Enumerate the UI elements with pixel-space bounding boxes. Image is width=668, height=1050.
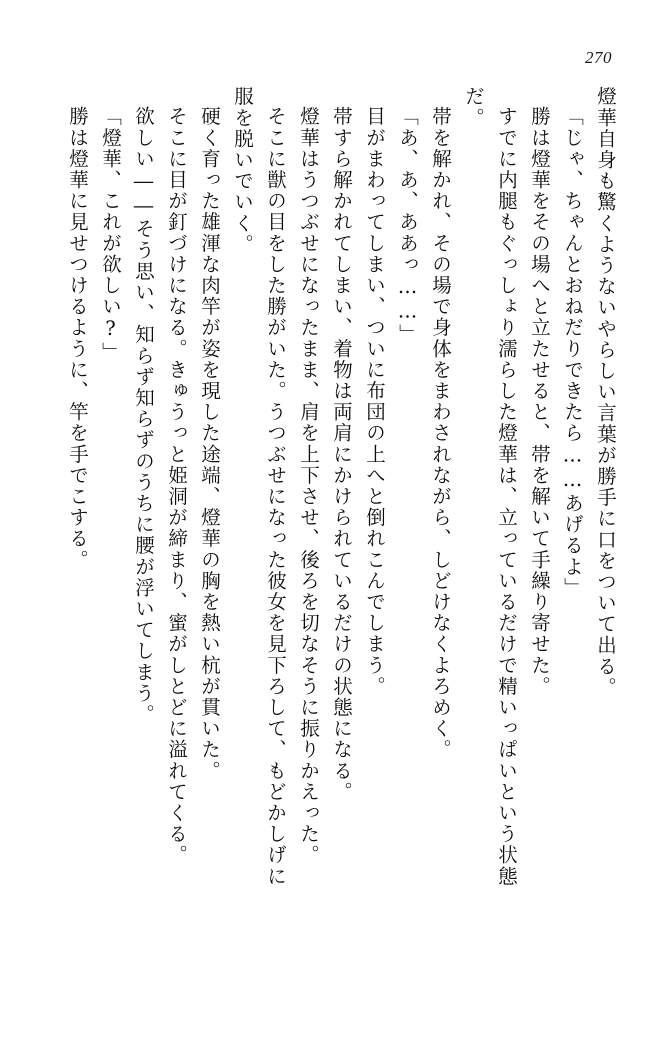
body-text bbox=[44, 86, 622, 1006]
text-line: 勝は燈華に見せつけるように、竿を手でこする。 bbox=[66, 106, 89, 571]
text-line: 硬く育った雄渾な肉竿が姿を現した途端、燈華の胸を熱い杭が貫いた。 bbox=[198, 106, 221, 782]
text-line: そこに目が釘づけになる。きゅうっと姫洞が締まり、蜜がしとどに溢れてくる。 bbox=[165, 106, 188, 866]
text-line: すでに内腿もぐっしょり濡らした燈華は、立っているだけで精いっぱいという状態 bbox=[495, 106, 518, 887]
text-line: 「あ、あ、ああっ……」 bbox=[396, 106, 419, 346]
text-line: 帯を解かれ、その場で身体をまわされながら、しどけなくよろめく。 bbox=[429, 106, 452, 761]
text-line: 燈華自身も驚くようないやらしい言葉が勝手に口をついて出る。 bbox=[594, 86, 617, 698]
text-line: 服を脱いでいく。 bbox=[231, 86, 254, 255]
text-line: 目がまわってしまい、ついに布団の上へと倒れこんでしまう。 bbox=[363, 106, 386, 697]
text-line: 燈華はうつぶせになったまま、肩を上下させ、後ろを切なそうに振りかえった。 bbox=[297, 106, 320, 866]
page-number: 270 bbox=[585, 48, 612, 67]
text-line: 勝は燈華をその場へと立たせると、帯を解いて手繰り寄せた。 bbox=[528, 106, 551, 697]
text-line: 「燈華、これが欲しい?」 bbox=[99, 106, 122, 363]
text-line: 「じゃ、ちゃんとおねだりできたら……あげるよ」 bbox=[561, 106, 584, 599]
text-line: 帯すら解かれてしまい、着物は両肩にかけられているだけの状態になる。 bbox=[330, 106, 353, 803]
text-line: そこに獣の目をした勝がいた。うつぶせになった彼女を見下ろして、もどかしげに bbox=[264, 106, 287, 887]
text-line: だ。 bbox=[462, 86, 485, 129]
text-line: 欲しい――そう思い、知らず知らずのうちに腰が浮いてしまう。 bbox=[132, 106, 155, 725]
